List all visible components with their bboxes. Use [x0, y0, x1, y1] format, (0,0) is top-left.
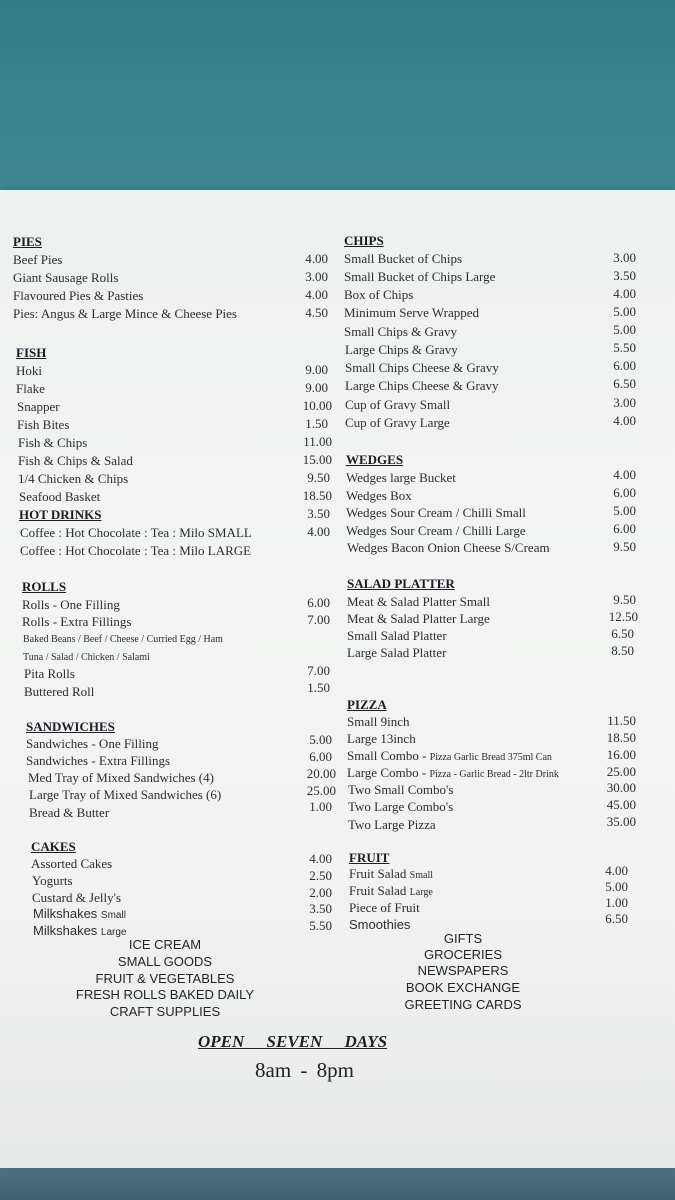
item-size: Large — [409, 887, 433, 898]
menu-item-price: 1.00 — [605, 895, 628, 910]
service-label: CRAFT SUPPLIES — [109, 1004, 221, 1019]
menu-item-name: Large Tray of Mixed Sandwiches (6) — [29, 787, 222, 802]
menu-item-name: Sandwiches - Extra Fillings — [26, 753, 171, 768]
menu-item-name: Seafood Basket — [19, 489, 101, 504]
menu-item-price: 5.00 — [613, 322, 636, 337]
menu-item-price: 7.00 — [307, 663, 330, 678]
service-label: GREETING CARDS — [404, 997, 522, 1012]
menu-item-name: Piece of Fruit — [349, 900, 420, 915]
opening-hours: 8am - 8pm — [255, 1058, 354, 1082]
item-note: Pizza - Garlic Bread - 2ltr Drink — [429, 769, 559, 780]
menu-item-price: 9.00 — [305, 362, 328, 377]
menu-item-price: 6.50 — [611, 626, 634, 641]
menu-item-price: 25.00 — [306, 783, 336, 798]
menu-item-price: 11.00 — [303, 434, 332, 449]
menu-item-price: 3.50 — [613, 268, 636, 283]
item-label: Milkshakes — [33, 906, 98, 921]
menu-item-price: 5.00 — [613, 304, 636, 319]
menu-item-price: 4.50 — [305, 305, 328, 320]
menu-item-name: Minimum Serve Wrapped — [344, 305, 479, 320]
item-size: Large — [100, 927, 127, 938]
menu-item-name: Wedges Sour Cream / Chilli Large — [346, 523, 526, 538]
menu-item-name: Med Tray of Mixed Sandwiches (4) — [28, 770, 214, 785]
menu-item-name: Small 9inch — [347, 714, 410, 729]
menu-item-price: 6.50 — [613, 376, 636, 391]
chips-heading: CHIPS — [344, 233, 384, 248]
menu-item-name — [33, 906, 126, 924]
menu-item-name: Rolls - Extra Fillings — [22, 614, 132, 629]
menu-item-price: 3.00 — [305, 269, 328, 284]
menu-item-name: Large Chips & Gravy — [345, 342, 458, 357]
rolls-fillings-list: Tuna / Salad / Chicken / Salami — [23, 652, 150, 663]
hot-drinks-heading: HOT DRINKS — [19, 507, 102, 522]
menu-item-price: 30.00 — [606, 780, 636, 795]
menu-item-name: Cup of Gravy Large — [345, 415, 450, 430]
menu-item-name: Bread & Butter — [29, 805, 110, 820]
menu-item-name: Cup of Gravy Small — [345, 397, 451, 412]
menu-item-name: Small Bucket of Chips Large — [344, 269, 496, 284]
menu-item-name — [349, 883, 433, 901]
menu-item-name: Meat & Salad Platter Large — [347, 611, 490, 626]
menu-item-name: Flavoured Pies & Pasties — [13, 288, 144, 303]
fruit-heading: FRUIT — [349, 850, 390, 865]
menu-item-price: 5.00 — [605, 879, 628, 894]
menu-item-name: Fish Bites — [17, 417, 70, 432]
service-label: FRUIT & VEGETABLES — [95, 971, 235, 986]
pizza-heading: PIZZA — [347, 697, 387, 712]
menu-item-price: 5.50 — [309, 918, 332, 933]
wedges-heading: WEDGES — [346, 452, 404, 467]
menu-item-name: Coffee : Hot Chocolate : Tea : Milo LARGE — [20, 543, 252, 558]
menu-item-name: Wedges large Bucket — [346, 470, 456, 485]
menu-item-price: 45.00 — [606, 797, 636, 812]
menu-item-price: 10.00 — [302, 398, 332, 413]
menu-item-name: Beef Pies — [13, 252, 63, 267]
menu-item-price: 18.50 — [302, 488, 332, 503]
menu-item-price: 4.00 — [613, 413, 636, 428]
menu-item-price: 3.50 — [307, 506, 330, 521]
menu-item-name: Wedges Bacon Onion Cheese S/Cream — [347, 540, 550, 555]
menu-item-price: 7.00 — [307, 612, 330, 627]
menu-item-name: Fish & Chips & Salad — [18, 453, 133, 468]
menu-item-name: Small Salad Platter — [347, 628, 447, 643]
menu-item-name: Wedges Sour Cream / Chilli Small — [346, 505, 526, 520]
rolls-fillings-list: Baked Beans / Beef / Cheese / Curried Egg / Ham — [23, 634, 223, 645]
menu-item-price: 9.00 — [305, 380, 328, 395]
item-label: Milkshakes — [33, 923, 98, 938]
open-days-banner: OPEN SEVEN DAYS — [198, 1032, 388, 1051]
item-label: Fruit Salad — [349, 883, 407, 898]
menu-item-name: Large Chips Cheese & Gravy — [345, 378, 499, 393]
menu-item-price: 1.00 — [309, 799, 332, 814]
menu-item-price: 1.50 — [305, 416, 328, 431]
salad-platter-heading: SALAD PLATTER — [347, 576, 455, 591]
menu-item-price: 8.50 — [611, 643, 634, 658]
service-label: SMALL GOODS — [117, 954, 213, 969]
item-note: Pizza Garlic Bread 375ml Can — [429, 752, 552, 763]
service-label: GIFTS — [443, 931, 483, 946]
menu-item-name: Custard & Jelly's — [32, 890, 122, 905]
menu-item-price: 4.00 — [613, 286, 636, 301]
menu-item-price: 5.50 — [613, 340, 636, 355]
menu-item-name — [347, 765, 559, 783]
fish-heading: FISH — [16, 345, 47, 360]
menu-item-price: 2.50 — [309, 868, 332, 883]
menu-item-price: 12.50 — [608, 609, 638, 624]
menu-item-name — [347, 748, 552, 766]
menu-item-price: 1.50 — [307, 680, 330, 695]
menu-item-name: Pita Rolls — [24, 666, 75, 681]
sandwiches-heading: SANDWICHES — [26, 719, 115, 734]
menu-item-price: 3.50 — [309, 901, 332, 916]
item-label: Small Combo - — [347, 748, 427, 763]
service-label: NEWSPAPERS — [417, 963, 509, 978]
menu-item-price: 3.00 — [613, 395, 636, 410]
item-size: Small — [409, 870, 434, 881]
menu-item-name: Box of Chips — [344, 287, 414, 302]
menu-item-price: 4.00 — [605, 863, 628, 878]
rolls-heading: ROLLS — [22, 579, 67, 594]
menu-item-name: Yogurts — [32, 873, 73, 888]
menu-item-name: Small Chips & Gravy — [344, 324, 458, 339]
menu-item-name: Hoki — [16, 363, 42, 378]
menu-item-price: 6.00 — [309, 749, 332, 764]
menu-sheet — [0, 190, 675, 1168]
menu-item-price: 35.00 — [606, 814, 636, 829]
menu-item-name: Flake — [16, 381, 45, 396]
menu-item-name: Snapper — [17, 399, 60, 414]
menu-item-price: 4.00 — [307, 524, 330, 539]
menu-item-price: 4.00 — [613, 467, 636, 482]
menu-item-name: Meat & Salad Platter Small — [347, 594, 490, 609]
menu-item-name: Pies: Angus & Large Mince & Cheese Pies — [13, 306, 237, 321]
menu-item-name: Large Salad Platter — [347, 645, 447, 660]
menu-item-name: Buttered Roll — [24, 684, 95, 699]
menu-item-price: 11.50 — [607, 713, 636, 728]
menu-item-name: Two Large Pizza — [348, 817, 436, 832]
menu-item-price: 25.00 — [606, 764, 636, 779]
menu-item-name: Two Small Combo's — [348, 782, 454, 797]
menu-item-price: 20.00 — [306, 766, 336, 781]
menu-item-price: 18.50 — [606, 730, 636, 745]
menu-item-price: 2.00 — [309, 885, 332, 900]
menu-item-name: Sandwiches - One Filling — [26, 736, 159, 751]
menu-item-name: Smoothies — [349, 917, 411, 932]
menu-item-name: Small Chips Cheese & Gravy — [345, 360, 499, 375]
menu-item-price: 6.00 — [613, 358, 636, 373]
service-label: FRESH ROLLS BAKED DAILY — [75, 987, 255, 1002]
menu-item-name: Rolls - One Filling — [22, 597, 120, 612]
item-size: Small — [100, 910, 126, 921]
menu-item-name: Small Bucket of Chips — [344, 251, 463, 266]
service-label: ICE CREAM — [128, 937, 202, 952]
menu-item-price: 3.00 — [613, 250, 636, 265]
menu-item-name — [349, 866, 433, 884]
menu-item-name: Wedges Box — [346, 488, 412, 503]
item-label: Large Combo - — [347, 765, 427, 780]
menu-item-name: Large 13inch — [347, 731, 416, 746]
menu-item-price: 6.00 — [613, 521, 636, 536]
table-surface — [0, 0, 675, 200]
pies-heading: PIES — [13, 234, 42, 249]
menu-item-price: 9.50 — [307, 470, 330, 485]
menu-item-price: 15.00 — [302, 452, 332, 467]
menu-item-name: Assorted Cakes — [31, 856, 113, 871]
menu-item-name: Fish & Chips — [18, 435, 88, 450]
menu-item-price: 4.00 — [305, 287, 328, 302]
menu-item-price: 9.50 — [613, 592, 636, 607]
service-label: BOOK EXCHANGE — [405, 980, 521, 995]
menu-item-price: 4.00 — [309, 851, 332, 866]
menu-item-price: 5.00 — [309, 732, 332, 747]
cakes-heading: CAKES — [31, 839, 76, 854]
menu-item-price: 6.50 — [605, 911, 628, 926]
menu-item-price: 6.00 — [613, 485, 636, 500]
menu-item-price: 6.00 — [307, 595, 330, 610]
item-label: Fruit Salad — [349, 866, 407, 881]
menu-item-price: 5.00 — [613, 503, 636, 518]
menu-item-name: 1/4 Chicken & Chips — [18, 471, 129, 486]
menu-item-name: Two Large Combo's — [348, 799, 454, 814]
service-label: GROCERIES — [423, 947, 502, 962]
menu-item-name: Giant Sausage Rolls — [13, 270, 119, 285]
menu-item-price: 9.50 — [613, 539, 636, 554]
menu-item-price: 16.00 — [606, 747, 636, 762]
menu-item-name: Coffee : Hot Chocolate : Tea : Milo SMALL — [20, 525, 252, 540]
menu-item-price: 4.00 — [305, 251, 328, 266]
